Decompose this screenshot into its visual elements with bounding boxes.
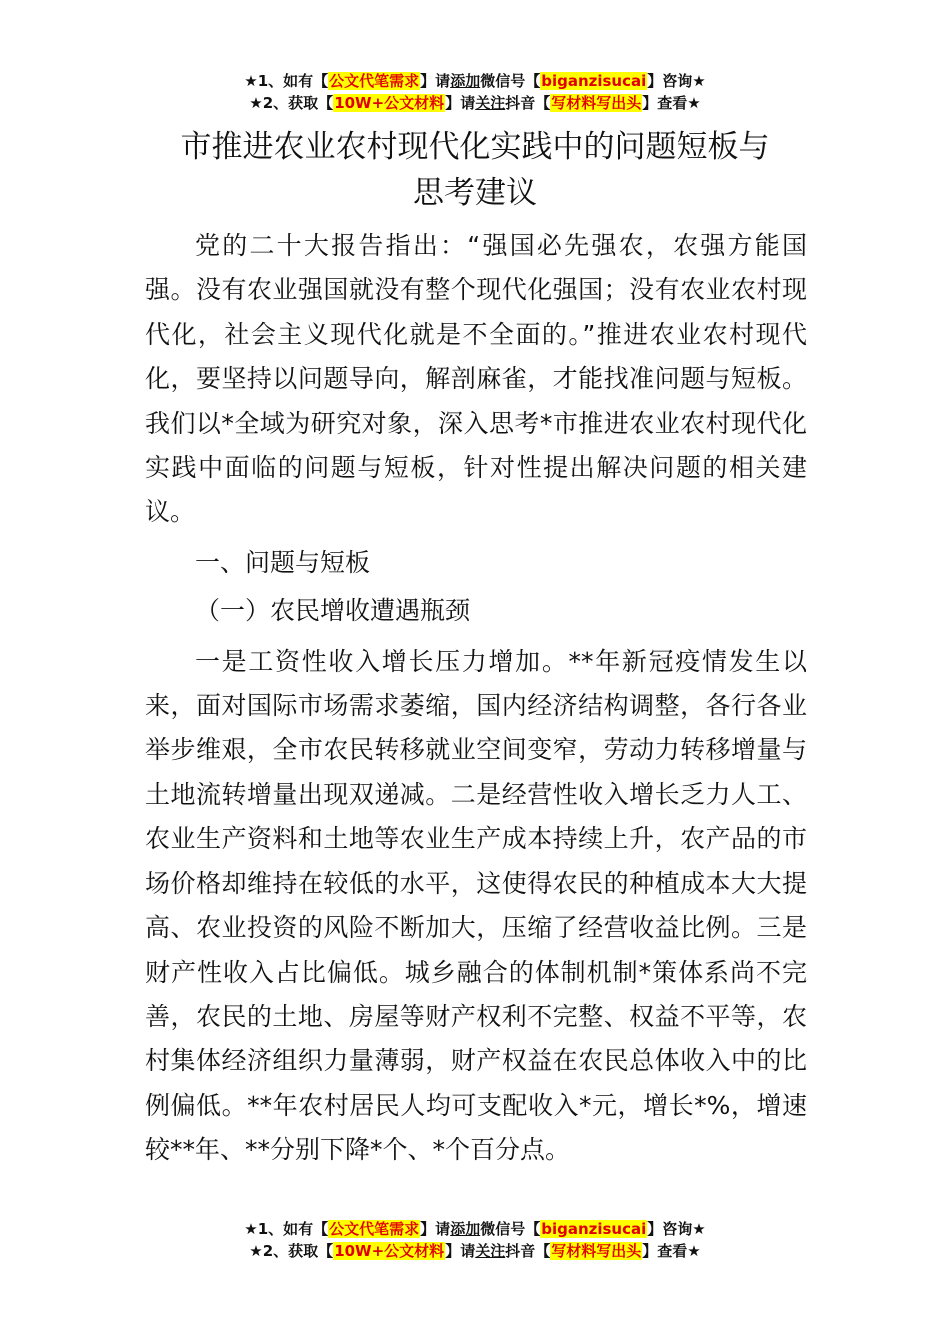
promo-line-1: ★1、如有【公文代笔需求】请添加微信号【biganzisucai】咨询★ — [244, 72, 706, 90]
highlight-service: 公文代笔需求 — [329, 1220, 420, 1238]
highlight-wechat-id: biganzisucai — [541, 72, 647, 90]
promo-line-1-bottom: ★1、如有【公文代笔需求】请添加微信号【biganzisucai】咨询★ — [244, 1220, 706, 1238]
promo-line-2: ★2、获取【10W+公文材料】请关注抖音【写材料写出头】查看★ — [249, 94, 701, 112]
section-heading: 一、问题与短板 — [195, 547, 371, 577]
promo-banner-top — [0, 70, 950, 114]
document-title — [0, 124, 950, 216]
document-body — [145, 224, 807, 1173]
intro-paragraph: 党的二十大报告指出：“强国必先强农，农强方能国强。没有农业强国就没有整个现代化强国；没有农业农村现代化，社会主义现代化就是不全面的。”推进农业农村现代化，要坚持以问题导向，解剖麻雀，才能找准问题与短板。我们以*全域为研究对象，深入思考*市推进农业农村现代化实践中面临的问题与短板，针对性提出解决问题的相关建议。 — [145, 231, 807, 527]
highlight-service: 公文代笔需求 — [329, 72, 420, 90]
highlight-wechat-id: biganzisucai — [541, 1220, 647, 1238]
title-line-2: 思考建议 — [413, 175, 537, 211]
highlight-douyin-id: 写材料写出头 — [551, 94, 642, 112]
promo-line-2-bottom: ★2、获取【10W+公文材料】请关注抖音【写材料写出头】查看★ — [249, 1242, 701, 1260]
promo-banner-bottom — [0, 1218, 950, 1262]
highlight-materials: 10W+公文材料 — [334, 94, 445, 112]
highlight-douyin-id: 写材料写出头 — [551, 1242, 642, 1260]
subsection-heading: （一）农民增收遭遇瓶颈 — [195, 596, 471, 626]
title-line-1: 市推进农业农村现代化实践中的问题短板与 — [180, 129, 770, 165]
body-paragraph: 一是工资性收入增长压力增加。**年新冠疫情发生以来，面对国际市场需求萎缩，国内经济结构调整，各行各业举步维艰，全市农民转移就业空间变窄，劳动力转移增量与土地流转增量出现双递减。二是经营性收入增长乏力人工、农业生产资料和土地等农业生产成本持续上升，农产品的市场价格却维持在较低的水平，这使得农民的种植成本大大提高、农业投资的风险不断加大，压缩了经营收益比例。三是财产性收入占比偏低。城乡融合的体制机制*策体系尚不完善，农民的土地、房屋等财产权利不完整、权益不平等，农村集体经济组织力量薄弱，财产权益在农民总体收入中的比例偏低。**年农村居民人均可支配收入*元，增长*%，增速较**年、**分别下降*个、*个百分点。 — [145, 646, 807, 1165]
highlight-materials: 10W+公文材料 — [334, 1242, 445, 1260]
